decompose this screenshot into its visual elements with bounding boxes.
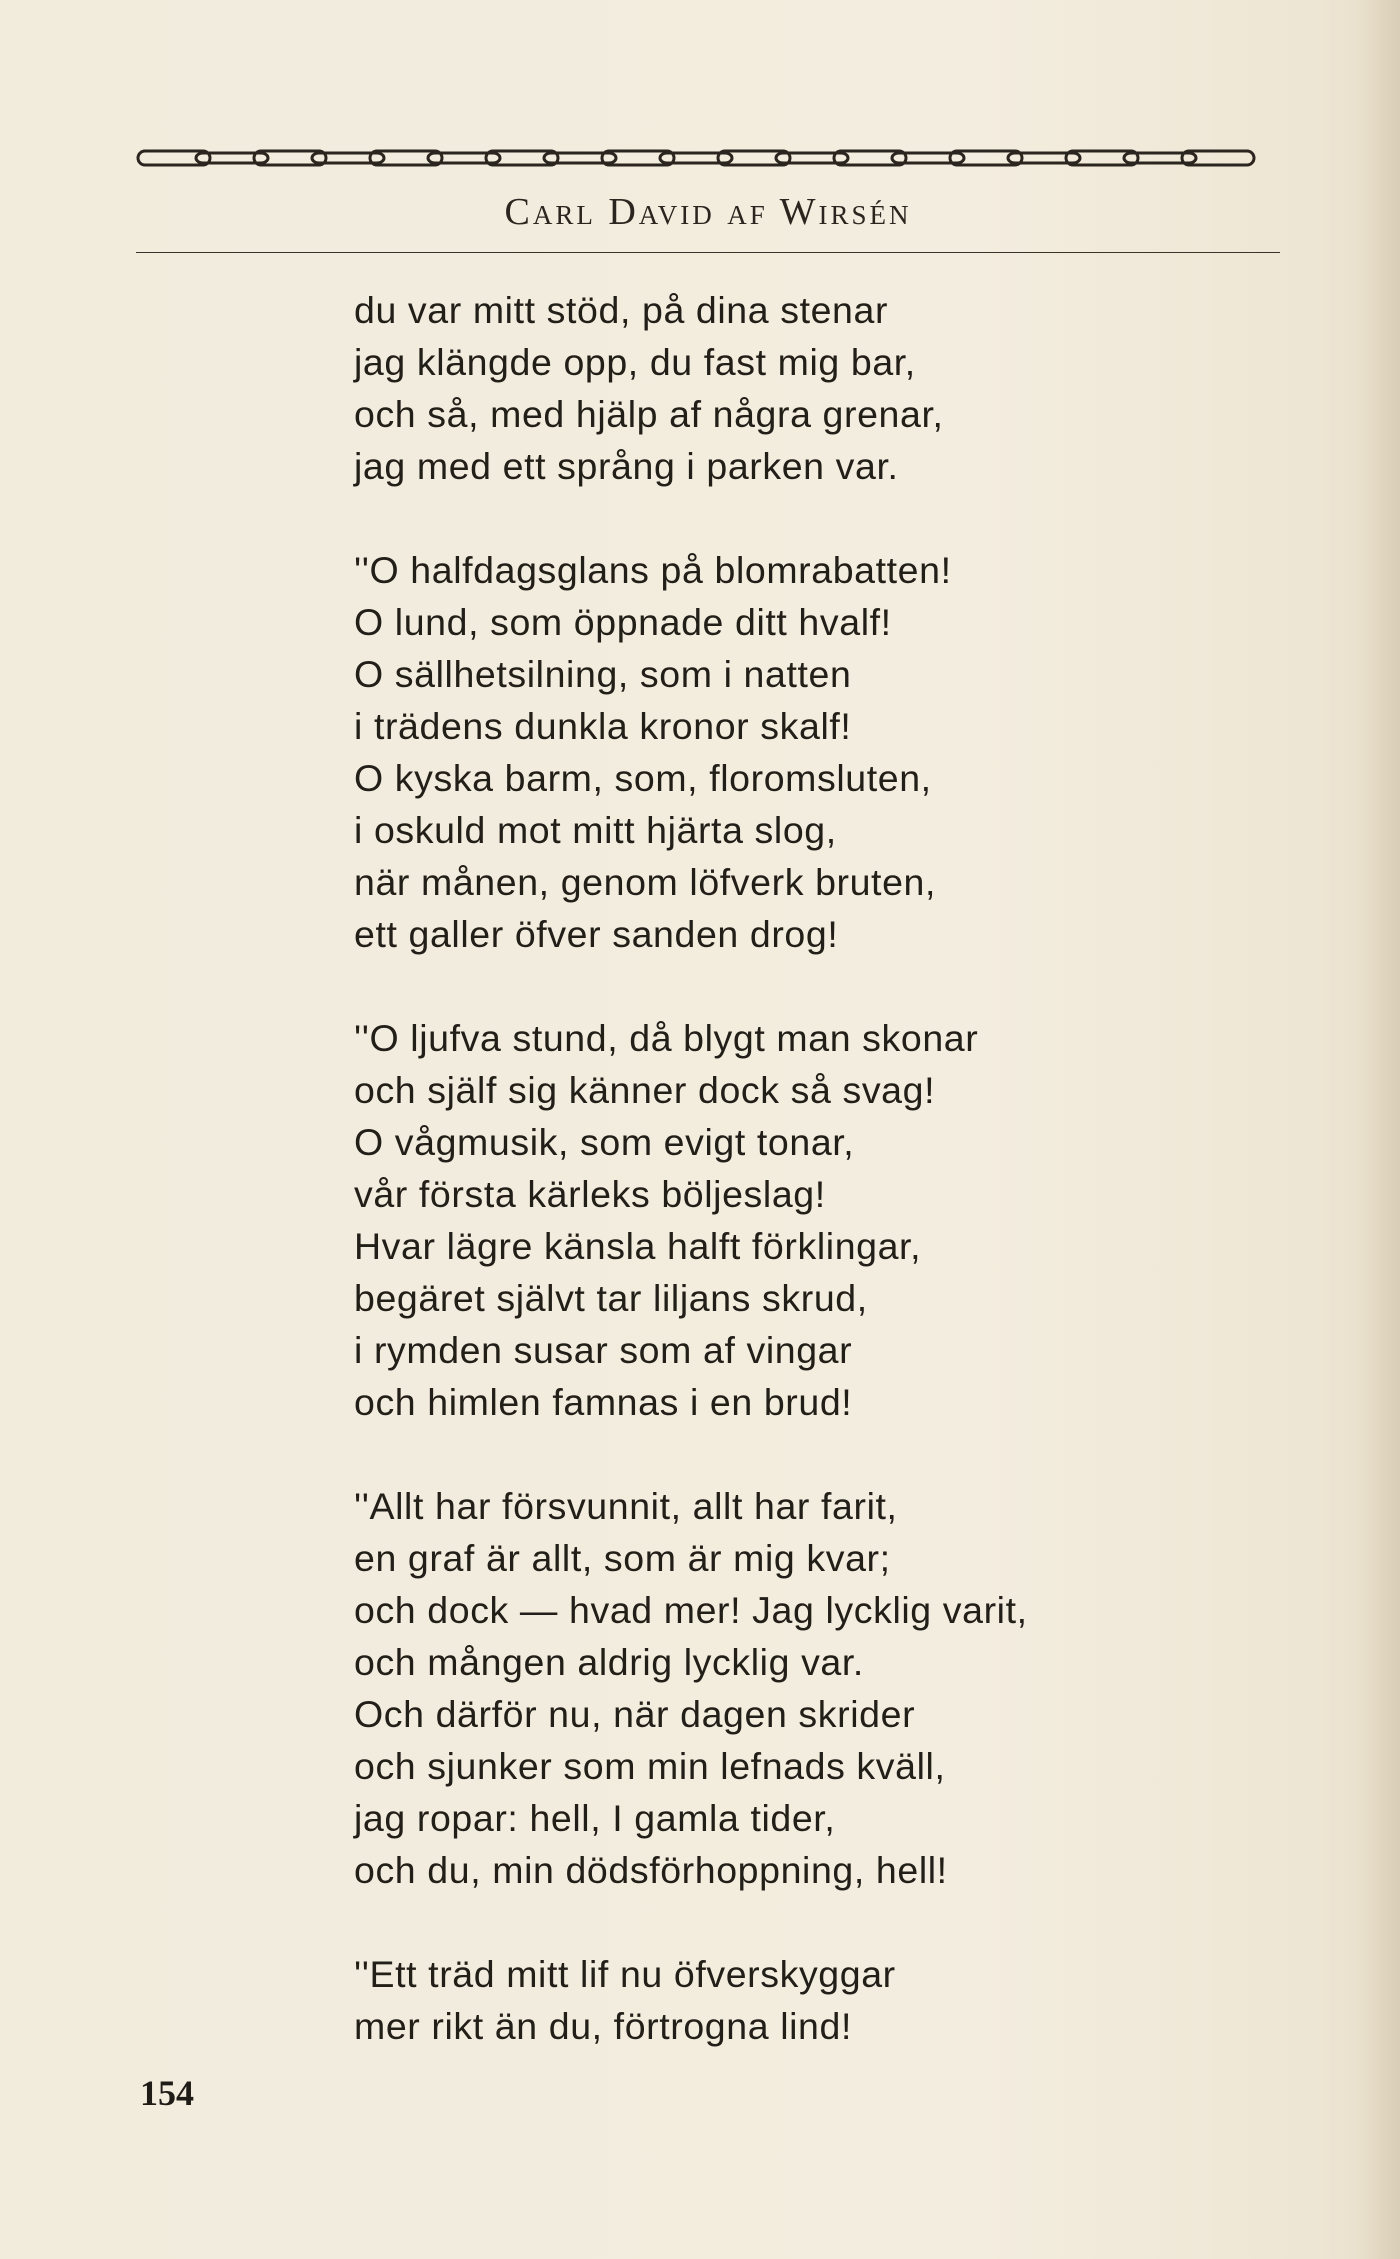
chain-link (1124, 153, 1196, 163)
header-rule (136, 252, 1280, 253)
verse-line: ''O ljufva stund, då blygt man skonar (354, 1017, 979, 1059)
page-edge-shadow (1360, 0, 1400, 2259)
verse-line: och sjunker som min lefnads kväll, (354, 1745, 946, 1787)
chain-link (892, 153, 964, 163)
verse-line: ''Ett träd mitt lif nu öfverskyggar (354, 1953, 896, 1995)
verse-line: i oskuld mot mitt hjärta slog, (354, 809, 837, 851)
chain-link (428, 153, 500, 163)
verse-line: och dock — hvad mer! Jag lycklig varit, (354, 1589, 1028, 1631)
verse-line: Hvar lägre känsla halft förklingar, (354, 1225, 922, 1267)
chain-link (544, 153, 616, 163)
chain-link (196, 153, 268, 163)
stanza-4 (354, 1480, 1254, 1896)
stanza-1 (354, 284, 1254, 492)
verse-line: O lund, som öppnade ditt hvalf! (354, 601, 892, 643)
verse-line: i rymden susar som af vingar (354, 1329, 853, 1371)
verse-line: när månen, genom löfverk bruten, (354, 861, 937, 903)
poem-body (354, 284, 1254, 2052)
verse-line: en graf är allt, som är mig kvar; (354, 1537, 891, 1579)
verse-line: du var mitt stöd, på dina stenar (354, 289, 889, 331)
chain-link (1008, 153, 1080, 163)
verse-line: och så, med hjälp af några grenar, (354, 393, 944, 435)
verse-line: O kyska barm, som, floromsluten, (354, 757, 932, 799)
verse-line: och du, min dödsförhoppning, hell! (354, 1849, 948, 1891)
verse-line: i trädens dunkla kronor skalf! (354, 705, 852, 747)
page-number: 154 (140, 2073, 194, 2113)
verse-line: O sällhetsilning, som i natten (354, 653, 852, 695)
verse-line: mer rikt än du, förtrogna lind! (354, 2005, 852, 2047)
verse-line: ''Allt har försvunnit, allt har farit, (354, 1485, 898, 1527)
stanza-3 (354, 1012, 1254, 1428)
verse-line: Och därför nu, när dagen skrider (354, 1693, 916, 1735)
verse-line: jag klängde opp, du fast mig bar, (354, 341, 916, 383)
verse-line: och själf sig känner dock så svag! (354, 1069, 936, 1111)
verse-line: O vågmusik, som evigt tonar, (354, 1121, 855, 1163)
verse-line: jag med ett språng i parken var. (354, 445, 899, 487)
chain-link (312, 153, 384, 163)
stanza-2 (354, 544, 1254, 960)
verse-line: och mången aldrig lycklig var. (354, 1641, 864, 1683)
verse-line: vår första kärleks böljeslag! (354, 1173, 826, 1215)
running-head-author: Carl David af Wirsén (504, 191, 912, 233)
verse-line: och himlen famnas i en brud! (354, 1381, 853, 1423)
verse-line: ''O halfdagsglans på blomrabatten! (354, 549, 952, 591)
ornamental-chain-border (136, 146, 1280, 170)
verse-line: jag ropar: hell, I gamla tider, (354, 1797, 836, 1839)
chain-link (660, 153, 732, 163)
verse-line: ett galler öfver sanden drog! (354, 913, 839, 955)
stanza-5 (354, 1948, 1254, 2052)
verse-line: begäret självt tar liljans skrud, (354, 1277, 868, 1319)
chain-link (776, 153, 848, 163)
